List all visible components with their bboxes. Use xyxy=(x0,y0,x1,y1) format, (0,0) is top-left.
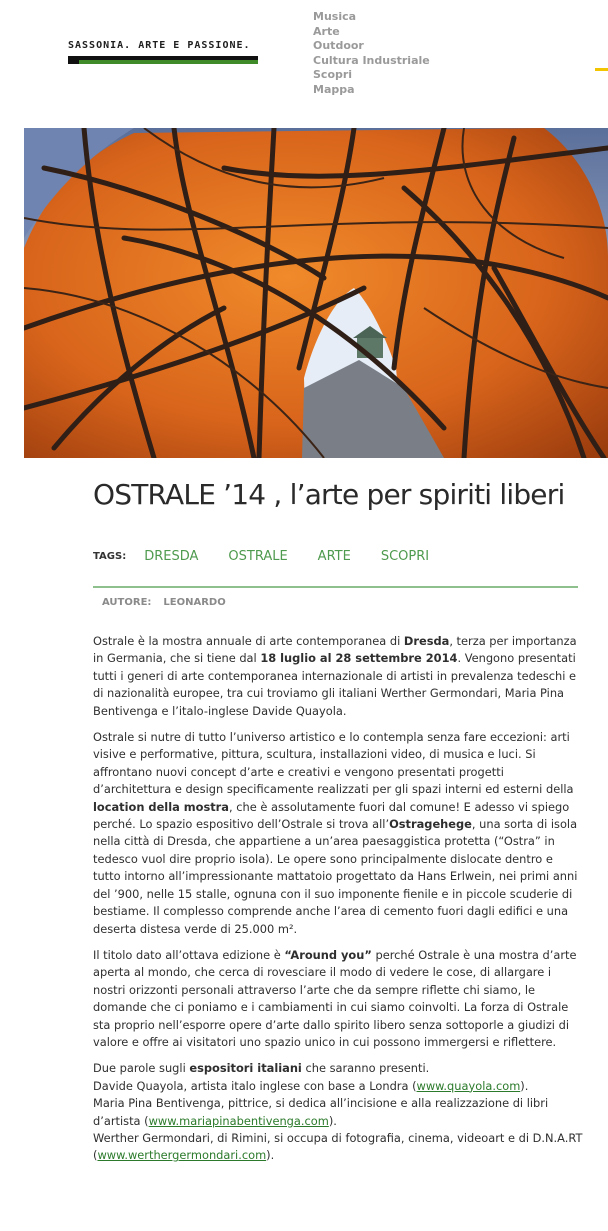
bold-ostragehege: Ostragehege xyxy=(389,817,472,832)
bold-location: location della mostra xyxy=(93,799,229,814)
link-quayola[interactable]: www.quayola.com xyxy=(416,1078,521,1093)
author-label: AUTORE: xyxy=(102,597,152,608)
logo-bar-green xyxy=(68,60,258,64)
hero-image xyxy=(24,128,608,458)
nav-item-arte[interactable]: Arte xyxy=(313,24,340,38)
site-logo[interactable] xyxy=(68,40,258,64)
tags-divider xyxy=(93,586,578,588)
nav-item-mappa[interactable]: Mappa xyxy=(313,82,355,96)
bold-espositori: espositori italiani xyxy=(189,1061,302,1076)
author-name: LEONARDO xyxy=(163,597,226,608)
nav-item-cultura-industriale[interactable]: Cultura Industriale xyxy=(313,53,430,67)
nav-item-musica[interactable]: Musica xyxy=(313,10,357,23)
tags-label: TAGS: xyxy=(93,550,127,562)
link-bentivenga[interactable]: www.mariapinabentivenga.com xyxy=(148,1113,329,1128)
tag-arte[interactable]: ARTE xyxy=(317,548,351,564)
logo-text: SASSONIA. ARTE E PASSIONE. xyxy=(68,40,251,51)
main-nav xyxy=(313,10,430,98)
bold-dates: 18 luglio al 28 settembre 2014 xyxy=(260,651,458,666)
link-germondari[interactable]: www.werthergermondari.com xyxy=(97,1148,267,1163)
article-body xyxy=(93,633,583,1174)
tag-scopri[interactable]: SCOPRI xyxy=(380,548,430,564)
paragraph-around-you: Il titolo dato all’ottava edizione è “Around you” perché Ostrale è una mostra d’arte aperta al mondo, che cerca di rovesciare il modo di vedere le cose, di allargare i nostri orizzonti personali attraverso l’arte che da sempre riflette chi siamo, le domande che ci poniamo e i cambiamenti in cui siamo coinvolti. La forza di Ostrale sta proprio nell’esporre opere d’arte dallo spirito libero senza sottoporle a giudizi di valore e offre ai visitatori uno spazio unico in cui possono immergersi e riflettere. xyxy=(93,947,577,1049)
paragraph-location: Ostrale si nutre di tutto l’universo artistico e lo contempla senza fare eccezioni: arti visive e performative, pittura, scultura, installazioni video, di musica e luci. Si affrontano nuovi concept d’arte e creativi e vengono presentati progetti d’architettura e design specificamente realizzati per gli spazi interni ed esterni della location della mostra, che è assolutamente fuori dal comune! E adesso vi spiego perché. Lo spazio espositivo dell’Ostrale si trova all’Ostragehege, una sorta di isola nella città di Dresda, che appartiene a un’area paesaggistica protetta (“Ostra” in tedesco vuol dire proprio isola). Le opere sono principalmente dislocate dentro e tutto intorno all’impressionante mattatoio progettato da Hans Erlwein, nei primi anni del ’900, nelle 15 stalle, ognuna con il suo imponente fienile e in piccole scuderie di bestiame. Il complesso comprende anche l’area di cemento fuori dagli edifici e una deserta distesa verde di 25.000 m². xyxy=(93,730,578,936)
paragraph-intro: Ostrale è la mostra annuale di arte contemporanea di Dresda, terza per importanza in Germania, che si tiene dal 18 luglio al 28 settembre 2014. Vengono presentati tutti i generi di arte contemporanea internazionale di artisti in prevalenza tedeschi e di nazionalità europee, tra cui troviamo gli italiani Werther Germondari, Maria Pina Bentivenga e l’italo-inglese Davide Quayola. xyxy=(93,634,577,718)
tag-dresda[interactable]: DRESDA xyxy=(144,548,199,564)
menu-accent-line xyxy=(595,68,608,71)
logo-flag-bars xyxy=(68,56,258,64)
logo-bar-dark-segment xyxy=(68,60,79,64)
nav-item-scopri[interactable]: Scopri xyxy=(313,68,353,82)
article-title: OSTRALE ’14 , l’arte per spiriti liberi xyxy=(93,478,565,511)
tag-ostrale[interactable]: OSTRALE xyxy=(228,548,288,564)
bold-dresda: Dresda xyxy=(403,634,450,648)
author-line xyxy=(102,597,238,608)
paragraph-italian-exhibitors: Due parole sugli espositori italiani che saranno presenti. Davide Quayola, artista italo inglese con base a Londra (www.quayola.com). Maria Pina Bentivenga, pittrice, si dedica all’incisione e alla realizzazione di libri d’artista (www.mariapinabentivenga.com). Werther Germondari, di Rimini, si occupa di fotografia, cinema, videoart e di D.N.A.RT (www.werthergermondari.com). xyxy=(93,1061,583,1163)
tags-row xyxy=(93,546,459,566)
nav-item-outdoor[interactable]: Outdoor xyxy=(313,39,364,53)
bold-around-you: “Around you” xyxy=(284,947,372,962)
